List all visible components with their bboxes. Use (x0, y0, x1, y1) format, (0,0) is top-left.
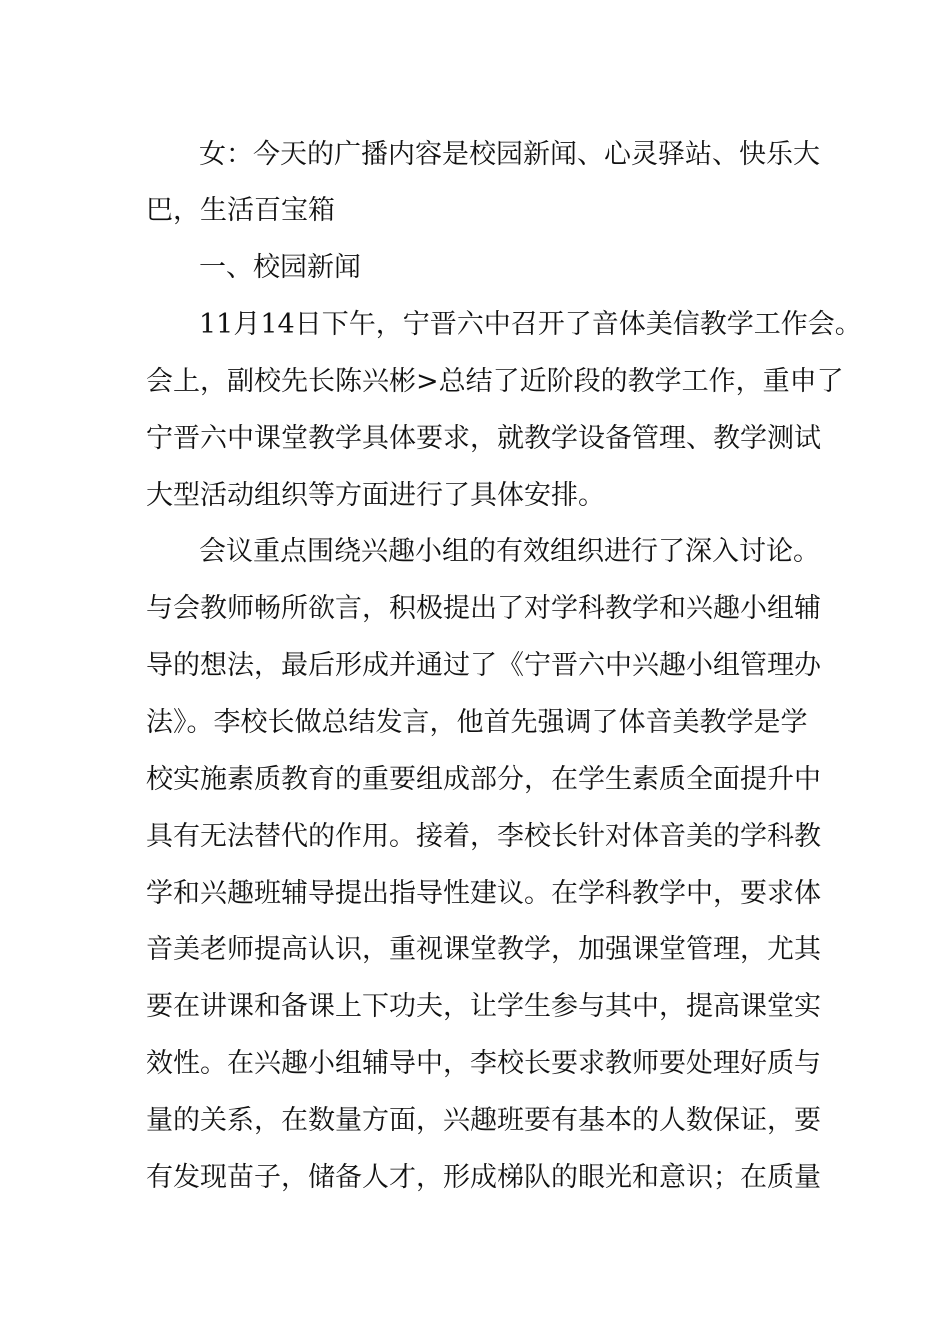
text-line: 与会教师畅所欲言，积极提出了对学科教学和兴趣小组辅 (146, 593, 821, 624)
text-line: 校实施素质教育的重要组成部分，在学生素质全面提升中 (146, 764, 821, 795)
text-line: 会上，副校先长陈兴彬>总结了近阶段的教学工作，重申了 (146, 366, 844, 397)
text-line: 女：今天的广播内容是校园新闻、心灵驿站、快乐大 (199, 139, 820, 170)
text-line: 具有无法替代的作用。接着，李校长针对体音美的学科教 (146, 821, 821, 852)
text-line: 会议重点围绕兴趣小组的有效组织进行了深入讨论。 (199, 536, 820, 567)
text-line: 11月14日下午，宁晋六中召开了音体美信教学工作会。 (199, 309, 862, 340)
text-line: 大型活动组织等方面进行了具体安排。 (146, 480, 605, 511)
text-line: 音美老师提高认识，重视课堂教学，加强课堂管理，尤其 (146, 934, 821, 965)
text-line: 法》。李校长做总结发言，他首先强调了体音美教学是学 (146, 707, 808, 738)
text-line: 有发现苗子，储备人才，形成梯队的眼光和意识；在质量 (146, 1162, 821, 1193)
section-heading: 一、校园新闻 (199, 252, 361, 283)
text-line: 量的关系，在数量方面，兴趣班要有基本的人数保证，要 (146, 1105, 821, 1136)
text-line: 要在讲课和备课上下功夫，让学生参与其中，提高课堂实 (146, 991, 821, 1022)
text-line: 宁晋六中课堂教学具体要求，就教学设备管理、教学测试 (146, 423, 821, 454)
text-line: 巴，生活百宝箱 (146, 195, 335, 226)
text-line: 效性。在兴趣小组辅导中，李校长要求教师要处理好质与 (146, 1048, 821, 1079)
text-line: 学和兴趣班辅导提出指导性建议。在学科教学中，要求体 (146, 878, 821, 909)
text-line: 导的想法，最后形成并通过了《宁晋六中兴趣小组管理办 (146, 650, 821, 681)
